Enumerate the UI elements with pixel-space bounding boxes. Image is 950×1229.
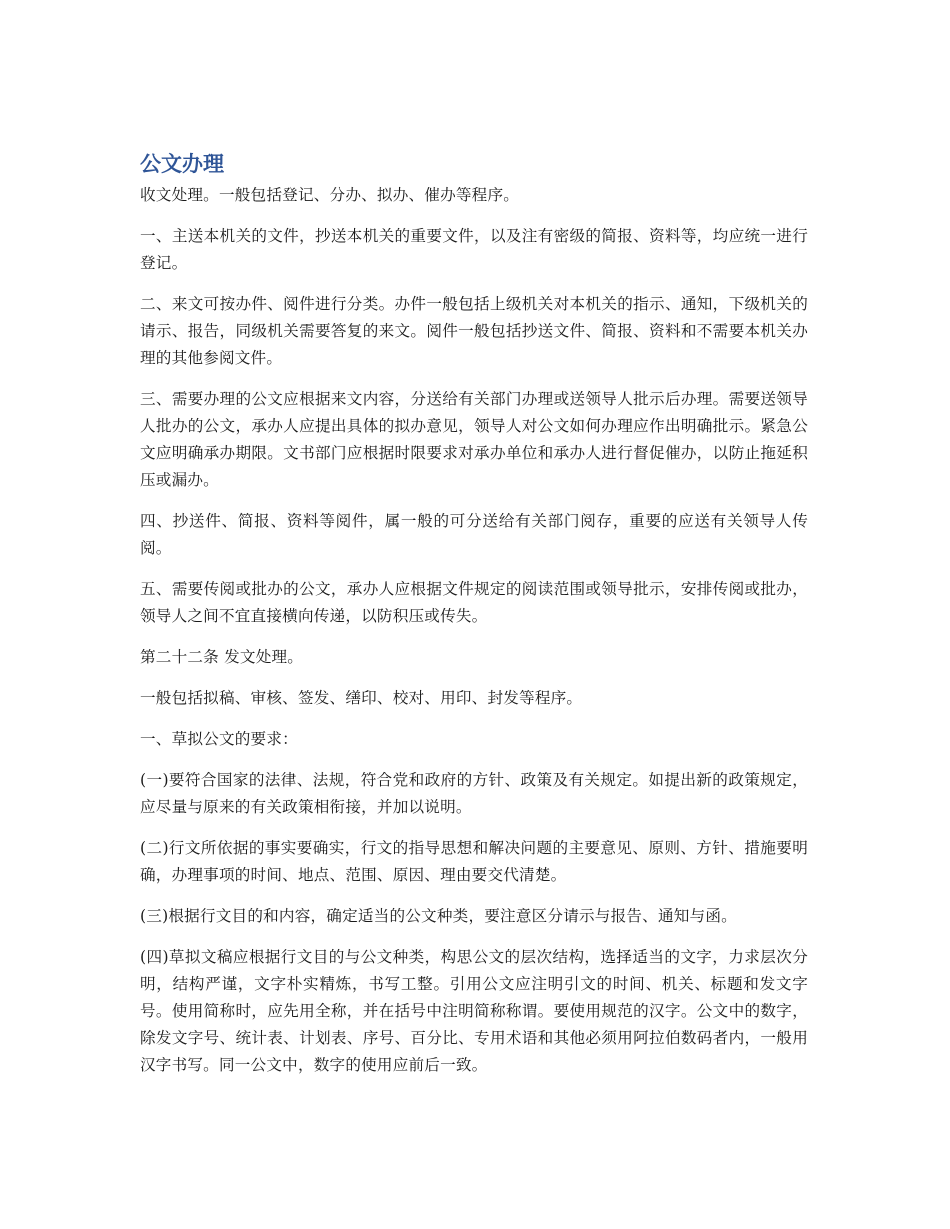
paragraph-2: 二、来文可按办件、阅件进行分类。办件一般包括上级机关对本机关的指示、通知，下级机关的请示、报告，同级机关需要答复的来文。阅件一般包括抄送文件、简报、资料和不需要本机关办理的其他参阅文件。 bbox=[140, 295, 808, 367]
paragraph-item-3: (三)根据行文目的和内容，确定适当的公文种类，要注意区分请示与报告、通知与函。 bbox=[140, 907, 737, 925]
paragraph-item-2: (二)行文所依据的事实要确实，行文的指导思想和解决问题的主要意见、原则、方针、措施要明确，办理事项的时间、地点、范围、原因、理由要交代清楚。 bbox=[140, 839, 808, 884]
paragraph-item-1: (一)要符合国家的法律、法规，符合党和政府的方针、政策及有关规定。如提出新的政策规定，应尽量与原来的有关政策相衔接，并加以说明。 bbox=[140, 771, 808, 816]
paragraph-5: 五、需要传阅或批办的公文，承办人应根据文件规定的阅读范围或领导批示，安排传阅或批办，领导人之间不宜直接横向传递，以防积压或传失。 bbox=[140, 580, 808, 625]
document-title: 公文办理 bbox=[140, 152, 224, 176]
paragraph-procedure: 一般包括拟稿、审核、签发、缮印、校对、用印、封发等程序。 bbox=[140, 689, 583, 707]
paragraph-item-4: (四)草拟文稿应根据行文目的与公文种类，构思公文的层次结构，选择适当的文字，力求层次分明，结构严谨，文字朴实精炼，书写工整。引用公文应注明引文的时间、机关、标题和发文字号。使用简称时，应先用全称，并在括号中注明简称称谓。要使用规范的汉字。公文中的数字，除发文字号、统计表、计划表、序号、百分比、专用术语和其他必须用阿拉伯数码者内，一般用汉字书写。同一公文中，数字的使用应前后一致。 bbox=[140, 948, 808, 1074]
section-heading-22: 第二十二条 发文处理。 bbox=[140, 648, 304, 666]
paragraph-3: 三、需要办理的公文应根据来文内容，分送给有关部门办理或送领导人批示后办理。需要送领导人批办的公文，承办人应提出具体的拟办意见，领导人对公文如何办理应作出明确批示。紧急公文应明确承办期限。文书部门应根据时限要求对承办单位和承办人进行督促催办，以防止拖延积压或漏办。 bbox=[140, 390, 808, 489]
paragraph-drafting-requirements: 一、草拟公文的要求： bbox=[140, 730, 298, 748]
paragraph-intro: 收文处理。一般包括登记、分办、拟办、催办等程序。 bbox=[140, 186, 520, 204]
paragraph-4: 四、抄送件、简报、资料等阅件，属一般的可分送给有关部门阅存，重要的应送有关领导人传阅。 bbox=[140, 512, 808, 557]
document-page bbox=[140, 150, 808, 1093]
paragraph-1: 一、主送本机关的文件，抄送本机关的重要文件，以及注有密级的简报、资料等，均应统一进行登记。 bbox=[140, 227, 808, 272]
